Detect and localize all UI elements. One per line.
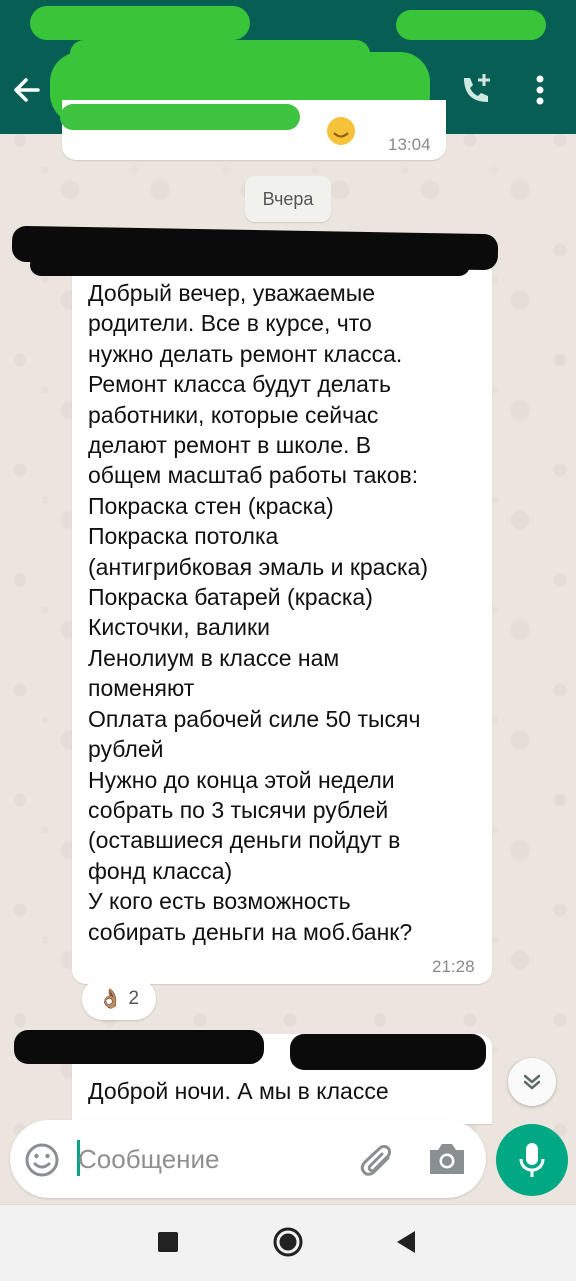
redacted-sender-name	[30, 254, 470, 276]
double-chevron-down-icon	[520, 1070, 544, 1094]
redacted-sender-name	[290, 1034, 486, 1070]
redacted-scribble	[60, 104, 300, 130]
attach-icon[interactable]	[356, 1138, 396, 1180]
date-separator: Вчера	[245, 176, 331, 222]
nav-home-icon[interactable]	[266, 1220, 310, 1264]
redacted-scribble	[30, 6, 250, 40]
message-time: 13:04	[388, 135, 431, 154]
message-input[interactable]	[78, 1136, 348, 1182]
mic-icon	[515, 1140, 549, 1180]
nav-back-icon[interactable]	[386, 1222, 426, 1262]
redacted-sender-name	[14, 1030, 264, 1064]
reaction-chip[interactable]	[82, 978, 156, 1020]
back-arrow-icon[interactable]	[10, 70, 44, 110]
mic-button[interactable]	[496, 1124, 568, 1196]
message-time: 21:28	[432, 957, 475, 976]
ok-hand-emoji-icon: 👌🏽	[98, 989, 123, 1010]
smiley-emoji-icon	[326, 116, 356, 146]
emoji-icon[interactable]	[22, 1140, 62, 1180]
more-vert-icon[interactable]	[526, 72, 554, 108]
scroll-to-bottom-button[interactable]	[508, 1058, 556, 1106]
message-text: Добрый вечер, уважаемые родители. Все в курсе, что нужно делать ремонт класса. Ремонт класса будут делать работники, которые сейчас делают ремонт в школе. В общем масштаб работы таков: Покраска стен (краска) Покраска потолка (антигрибковая эмаль и краска) Покраска батарей (краска) Кисточки, валики Ленолиум в классе нам поменяют Оплата рабочей силе 50 тысяч рублей Нужно до конца этой недели собрать по 3 тысячи рублей (оставшиеся деньги пойдут в фонд класса) У кого есть возможность собирать деньги на моб.банк?	[88, 280, 428, 945]
camera-icon[interactable]	[426, 1140, 468, 1178]
add-call-icon[interactable]	[456, 70, 496, 110]
redacted-scribble	[396, 10, 546, 40]
redacted-scribble	[70, 40, 370, 68]
nav-recents-icon[interactable]	[148, 1222, 188, 1262]
reaction-count: 2	[128, 988, 140, 1009]
message-text: Доброй ночи. А мы в классе	[88, 1078, 389, 1104]
